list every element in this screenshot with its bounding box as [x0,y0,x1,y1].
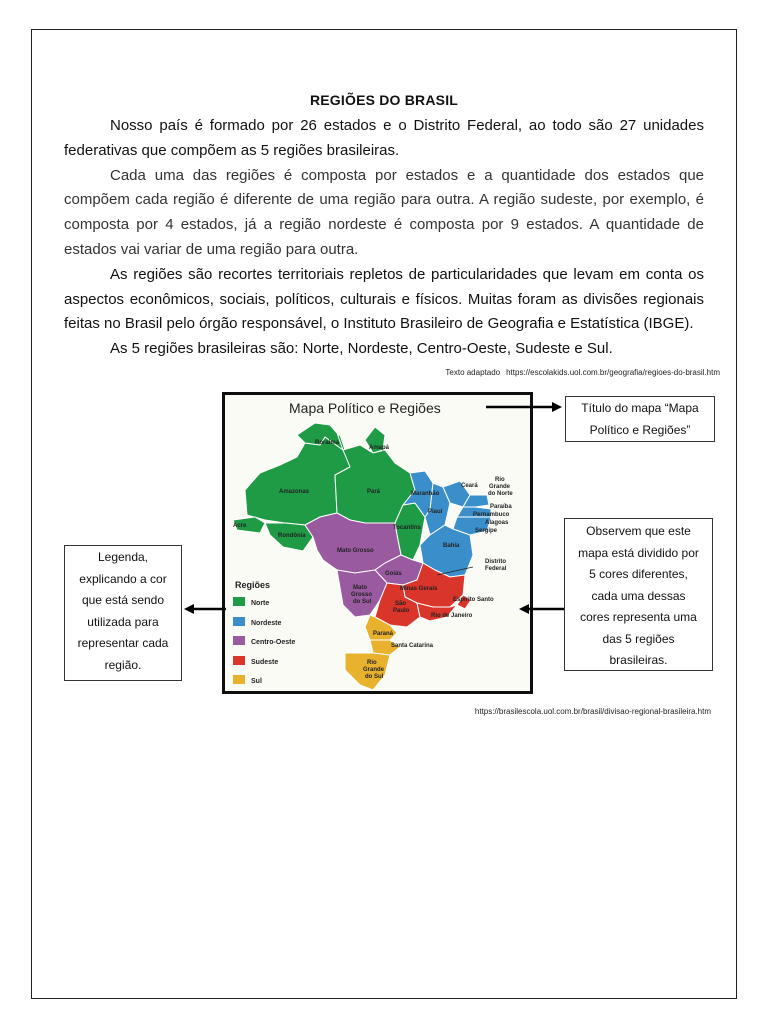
label-rs-3: do Sul [365,674,384,680]
callout-colors-line-5: cores representa uma [580,610,697,624]
paragraph-3: As regiões são recortes territoriais repletos de particularidades que levam em conta os aspectos econômicos, sociais, políticos, culturais e físicos. Muitas foram as divisões regionais feitas no Brasil pelo órgão responsável, o Instituto Brasileiro de Geografia e Estatística (IBGE). [64,265,704,333]
label-rn-1: Rio [495,477,505,483]
label-ms-2: Grosso [351,592,373,598]
legend-swatch-nordeste [233,617,245,626]
label-mato-grosso: Mato Grosso [337,548,374,554]
label-goias: Goiás [385,571,402,577]
callout-colors-line-1: Observem que este [586,524,691,538]
legend-swatch-sul [233,675,245,684]
callout-colors-line-2: mapa está dividido por [578,545,699,560]
label-sp-1: São [395,601,407,607]
label-ceara: Ceará [461,483,478,489]
label-df-2: Federal [485,566,507,572]
callout-legend-line-2: explicando a cor [79,571,167,586]
label-pernambuco: Pernambuco [473,512,510,518]
text-source-label: Texto adaptado [445,368,501,377]
label-rn-3: do Norte [488,491,513,497]
body-text [64,114,704,362]
callout-title-line-1: Título do mapa “Mapa [581,401,699,415]
label-roraima: Roraima [315,440,340,446]
state-amazonas [245,435,350,525]
legend-label-sul: Sul [251,678,262,685]
brazil-map-graphic [225,395,530,691]
callout-legend-line-1: Legenda, [97,550,149,564]
callout-legend-line-4: utilizada para [87,614,159,629]
callout-colors-line-3: 5 cores diferentes, [589,567,688,581]
legend-swatch-centro-oeste [233,636,245,645]
label-df-1: Distrito [485,559,506,565]
label-rondonia: Rondônia [278,533,306,539]
map-source-url[interactable]: https://brasilescola.uol.com.br/brasil/divisao-regional-brasileira.htm [474,707,711,716]
callout-legend-line-3: que está sendo [81,593,165,607]
legend-label-sudeste: Sudeste [251,659,279,666]
label-para: Pará [367,489,381,495]
callout-title-note [565,396,715,442]
label-sergipe: Sergipe [475,528,498,534]
label-espirito-santo: Espírito Santo [453,597,494,603]
text-source [445,368,720,377]
callout-colors-line-4: cada uma dessas [591,588,686,603]
label-piaui: Piauí [428,509,443,515]
legend-label-centro-oeste: Centro-Oeste [251,639,296,646]
arrow-to-legend [184,602,226,616]
brazil-map [222,392,533,694]
label-maranhao: Maranhão [411,491,440,497]
label-parana: Paraná [373,631,394,637]
callout-colors-note [564,518,713,671]
label-amapa: Amapá [369,445,390,451]
label-rs-1: Rio [367,660,377,666]
label-paraiba: Paraíba [490,504,512,510]
label-amazonas: Amazonas [279,489,310,495]
callout-legend-line-6: região. [104,657,142,672]
map-legend [233,580,295,685]
arrow-to-map-right [519,602,565,616]
paragraph-2: Cada uma das regiões é composta por estados e a quantidade dos estados que compõem cada região é diferente de uma região para outra. A região sudeste, por exemplo, é composta por 4 estados, já a região nordeste é composta por 9 estados. A quantidade de estados vai variar de uma região para outra. [64,166,704,258]
legend-label-nordeste: Nordeste [251,620,282,627]
label-rn-2: Grande [489,484,511,490]
label-minas-gerais: Minas Gerais [400,586,438,592]
text-source-url[interactable]: https://escolakids.uol.com.br/geografia/regioes-do-brasil.htm [506,368,720,377]
label-sp-2: Paulo [393,608,410,614]
legend-swatch-norte [233,597,245,606]
paragraph-1: Nosso país é formado por 26 estados e o Distrito Federal, ao todo são 27 unidades federativas que compõem as 5 regiões brasileiras. [64,117,704,159]
callout-title-line-2: Político e Regiões” [589,422,691,437]
callout-legend-note [64,545,182,681]
callout-legend-line-5: representar cada [77,636,169,650]
legend-label-norte: Norte [251,600,270,607]
label-acre: Acre [233,523,247,529]
legend-title: Regiões [235,580,271,590]
label-bahia: Bahia [443,543,460,549]
label-santa-catarina: Santa Catarina [391,643,434,649]
label-ms-3: do Sul [353,599,372,605]
legend-swatch-sudeste [233,656,245,665]
map-title: Mapa Político e Regiões [289,400,441,416]
label-tocantins: Tocantins [393,525,421,531]
label-alagoas: Alagoas [485,520,509,526]
paragraph-4: As 5 regiões brasileiras são: Norte, Nordeste, Centro-Oeste, Sudeste e Sul. [110,340,613,358]
page-title: REGIÕES DO BRASIL [309,92,459,108]
callout-colors-line-6: das 5 regiões [602,631,675,646]
callout-colors-line-7: brasileiras. [609,653,668,667]
label-rs-2: Grande [363,667,385,673]
arrow-to-title [486,400,566,414]
label-rio-de-janeiro: Rio de Janeiro [431,613,473,619]
label-ms-1: Mato [353,585,367,591]
